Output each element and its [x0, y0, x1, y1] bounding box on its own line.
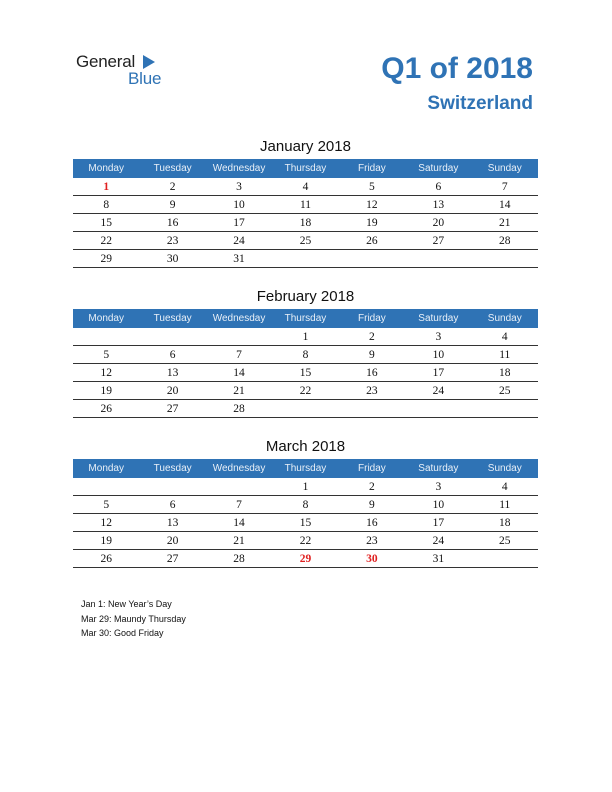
week-row	[73, 232, 538, 250]
month-title: January 2018	[260, 138, 351, 155]
week-row	[73, 478, 538, 496]
date-cell: 13	[405, 196, 471, 214]
date-cell: 18	[472, 364, 538, 382]
weekday-header: Wednesday	[206, 459, 272, 478]
date-cell: 14	[206, 364, 272, 382]
holiday-note: Mar 29: Maundy Thursday	[81, 613, 186, 624]
date-cell: 20	[405, 214, 471, 232]
month-title: February 2018	[256, 288, 355, 305]
date-cell: 2	[339, 328, 405, 346]
date-cell: 29	[73, 250, 139, 268]
date-cell: 3	[206, 178, 272, 196]
date-cell: 24	[206, 232, 272, 250]
date-cell: 31	[405, 550, 471, 568]
month-title: March 2018	[265, 438, 346, 455]
date-cell: 20	[139, 532, 205, 550]
week-row	[73, 214, 538, 232]
weekday-header: Tuesday	[139, 159, 205, 178]
date-cell	[405, 250, 471, 268]
date-cell: 5	[73, 496, 139, 514]
date-cell: 8	[73, 196, 139, 214]
week-row	[73, 400, 538, 418]
date-cell: 5	[73, 346, 139, 364]
date-cell: 28	[206, 400, 272, 418]
weekday-header: Wednesday	[206, 309, 272, 328]
week-row	[73, 196, 538, 214]
week-row	[73, 496, 538, 514]
date-cell	[272, 400, 338, 418]
date-cell	[472, 550, 538, 568]
date-cell: 22	[73, 232, 139, 250]
date-cell: 4	[472, 478, 538, 496]
date-cell: 17	[206, 214, 272, 232]
date-cell: 9	[339, 496, 405, 514]
holiday-date-cell: 30	[339, 550, 405, 568]
date-cell: 20	[139, 382, 205, 400]
holiday-date-cell: 29	[272, 550, 338, 568]
week-row	[73, 382, 538, 400]
weekday-header: Friday	[339, 159, 405, 178]
holiday-note: Mar 30: Good Friday	[81, 628, 164, 638]
date-cell: 2	[139, 178, 205, 196]
date-cell	[206, 328, 272, 346]
weekday-header: Sunday	[472, 459, 538, 478]
weekday-header: Sunday	[472, 159, 538, 178]
date-cell: 7	[206, 346, 272, 364]
date-cell	[73, 478, 139, 496]
date-cell: 17	[405, 514, 471, 532]
date-cell: 31	[206, 250, 272, 268]
weekday-header: Friday	[339, 309, 405, 328]
date-cell: 19	[73, 382, 139, 400]
week-row	[73, 250, 538, 268]
date-cell	[206, 478, 272, 496]
date-cell: 13	[139, 514, 205, 532]
date-cell: 27	[405, 232, 471, 250]
date-cell	[405, 400, 471, 418]
date-cell: 2	[339, 478, 405, 496]
date-cell: 12	[73, 364, 139, 382]
date-cell: 16	[339, 514, 405, 532]
date-cell: 8	[272, 346, 338, 364]
date-cell: 11	[472, 346, 538, 364]
date-cell: 14	[206, 514, 272, 532]
date-cell	[139, 328, 205, 346]
date-cell: 3	[405, 478, 471, 496]
date-cell: 15	[73, 214, 139, 232]
date-cell: 1	[272, 328, 338, 346]
date-cell: 7	[206, 496, 272, 514]
month-march	[73, 436, 538, 568]
date-cell	[139, 478, 205, 496]
weekday-header: Thursday	[272, 159, 338, 178]
date-cell: 6	[139, 496, 205, 514]
week-row	[73, 532, 538, 550]
date-cell: 24	[405, 382, 471, 400]
logo	[76, 52, 176, 92]
date-cell	[73, 328, 139, 346]
weekday-header-row	[73, 459, 538, 478]
date-cell: 21	[206, 532, 272, 550]
date-cell: 21	[472, 214, 538, 232]
date-cell: 10	[405, 346, 471, 364]
date-cell	[339, 400, 405, 418]
date-cell: 5	[339, 178, 405, 196]
holiday-list	[81, 597, 186, 641]
date-cell: 1	[272, 478, 338, 496]
date-cell: 28	[472, 232, 538, 250]
weekday-header: Saturday	[405, 459, 471, 478]
date-cell: 19	[73, 532, 139, 550]
weekday-header: Saturday	[405, 309, 471, 328]
date-cell: 28	[206, 550, 272, 568]
date-cell: 18	[472, 514, 538, 532]
date-cell	[272, 250, 338, 268]
weekday-header: Monday	[73, 309, 139, 328]
week-row	[73, 178, 538, 196]
date-cell: 11	[272, 196, 338, 214]
date-cell	[339, 250, 405, 268]
week-row	[73, 346, 538, 364]
date-cell: 10	[405, 496, 471, 514]
date-cell: 7	[472, 178, 538, 196]
weekday-header: Monday	[73, 159, 139, 178]
holiday-date-cell: 1	[73, 178, 139, 196]
date-cell: 21	[206, 382, 272, 400]
date-cell: 12	[73, 514, 139, 532]
date-cell: 18	[272, 214, 338, 232]
calendar-grid	[73, 159, 538, 268]
date-cell: 27	[139, 550, 205, 568]
date-cell: 30	[139, 250, 205, 268]
date-cell: 19	[339, 214, 405, 232]
date-cell: 17	[405, 364, 471, 382]
date-cell: 9	[139, 196, 205, 214]
month-february	[73, 286, 538, 418]
date-cell: 10	[206, 196, 272, 214]
date-cell: 3	[405, 328, 471, 346]
week-row	[73, 364, 538, 382]
date-cell: 15	[272, 514, 338, 532]
holiday-note: Jan 1: New Year’s Day	[81, 599, 172, 609]
date-cell: 14	[472, 196, 538, 214]
date-cell: 15	[272, 364, 338, 382]
month-january	[73, 136, 538, 268]
date-cell: 12	[339, 196, 405, 214]
week-row	[73, 514, 538, 532]
date-cell: 6	[405, 178, 471, 196]
date-cell: 4	[272, 178, 338, 196]
weekday-header-row	[73, 159, 538, 178]
weekday-header: Sunday	[472, 309, 538, 328]
date-cell: 22	[272, 532, 338, 550]
date-cell: 9	[339, 346, 405, 364]
date-cell: 8	[272, 496, 338, 514]
date-cell	[472, 250, 538, 268]
date-cell: 23	[339, 532, 405, 550]
date-cell	[472, 400, 538, 418]
weekday-header-row	[73, 309, 538, 328]
date-cell: 26	[339, 232, 405, 250]
week-row	[73, 328, 538, 346]
page-title: Q1 of 2018	[381, 52, 533, 85]
date-cell: 16	[339, 364, 405, 382]
week-row	[73, 550, 538, 568]
date-cell: 4	[472, 328, 538, 346]
logo-text-general: General	[76, 52, 136, 71]
date-cell: 11	[472, 496, 538, 514]
logo-triangle-icon	[143, 55, 155, 69]
weekday-header: Saturday	[405, 159, 471, 178]
date-cell: 25	[472, 382, 538, 400]
weekday-header: Friday	[339, 459, 405, 478]
date-cell: 13	[139, 364, 205, 382]
date-cell: 26	[73, 400, 139, 418]
date-cell: 27	[139, 400, 205, 418]
date-cell: 25	[272, 232, 338, 250]
weekday-header: Thursday	[272, 309, 338, 328]
date-cell: 22	[272, 382, 338, 400]
date-cell: 23	[139, 232, 205, 250]
date-cell: 26	[73, 550, 139, 568]
weekday-header: Tuesday	[139, 459, 205, 478]
country-subtitle: Switzerland	[427, 93, 533, 114]
calendar-grid	[73, 459, 538, 568]
calendar-grid	[73, 309, 538, 418]
date-cell: 25	[472, 532, 538, 550]
weekday-header: Thursday	[272, 459, 338, 478]
date-cell: 23	[339, 382, 405, 400]
date-cell: 6	[139, 346, 205, 364]
weekday-header: Wednesday	[206, 159, 272, 178]
weekday-header: Tuesday	[139, 309, 205, 328]
date-cell: 16	[139, 214, 205, 232]
weekday-header: Monday	[73, 459, 139, 478]
logo-text-blue: Blue	[128, 69, 162, 88]
date-cell: 24	[405, 532, 471, 550]
